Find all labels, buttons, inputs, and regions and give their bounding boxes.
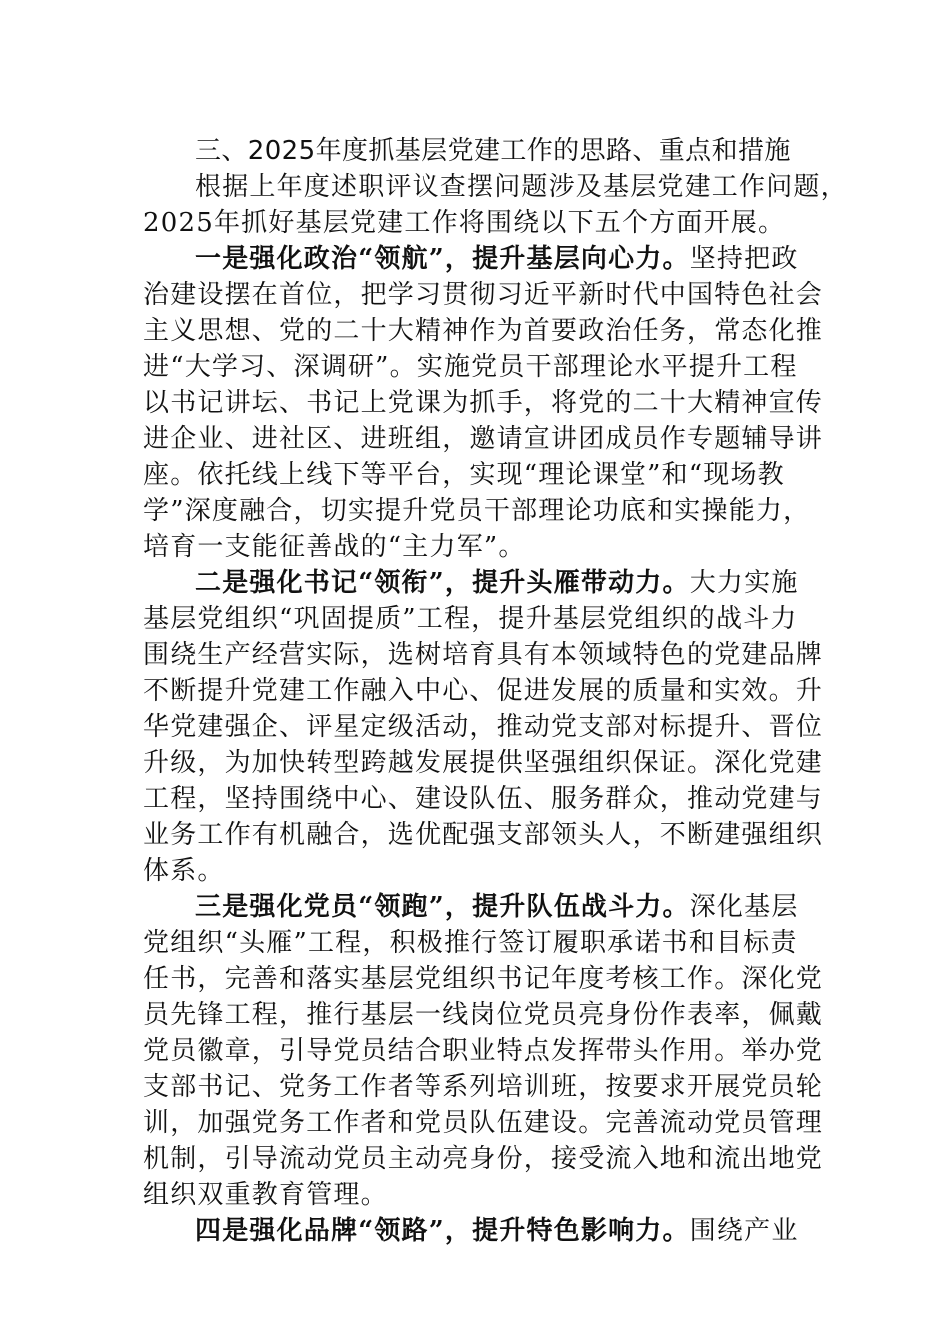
body-line: 进企业、进社区、进班组，邀请宣讲团成员作专题辅导讲 bbox=[143, 424, 824, 454]
section-heading: 三、2025年度抓基层党建工作的思路、重点和措施 bbox=[195, 136, 791, 166]
body-line: 不断提升党建工作融入中心、促进发展的质量和实效。升 bbox=[143, 676, 824, 706]
section-3-lead: 三是强化党员“领跑”，提升队伍战斗力。 bbox=[195, 892, 690, 922]
section-4-first-line bbox=[143, 1213, 810, 1249]
body-line: 训，加强党务工作者和党员队伍建设。完善流动党员管理 bbox=[143, 1108, 824, 1138]
body-line: 支部书记、党务工作者等系列培训班，按要求开展党员轮 bbox=[143, 1072, 824, 1102]
body-line: 业务工作有机融合，选优配强支部领头人，不断建强组织 bbox=[143, 820, 824, 850]
section-2-first-rest: 大力实施 bbox=[689, 568, 799, 598]
body-line: 以书记讲坛、书记上党课为抓手，将党的二十大精神宣传 bbox=[143, 388, 824, 418]
section-1-lead: 一是强化政治“领航”，提升基层向心力。 bbox=[195, 244, 690, 274]
section-4-first-rest: 围绕产业 bbox=[689, 1216, 799, 1246]
section-1-first-rest: 坚持把政 bbox=[689, 244, 799, 274]
body-line: 座。依托线上线下等平台，实现“理论课堂”和“现场教 bbox=[143, 460, 785, 490]
section-2-lead: 二是强化书记“领衔”，提升头雁带动力。 bbox=[195, 568, 690, 598]
section-3-first-rest: 深化基层 bbox=[689, 892, 799, 922]
body-line: 培育一支能征善战的“主力军”。 bbox=[143, 532, 526, 562]
section-4-lead: 四是强化品牌“领路”，提升特色影响力。 bbox=[195, 1216, 690, 1246]
section-1-first-line bbox=[143, 241, 810, 277]
body-line: 进“大学习、深调研”。实施党员干部理论水平提升工程 bbox=[143, 352, 798, 382]
body-line: 党员徽章，引导党员结合职业特点发挥带头作用。举办党 bbox=[143, 1036, 824, 1066]
body-line: 组织双重教育管理。 bbox=[143, 1180, 388, 1210]
document-body bbox=[143, 133, 848, 1249]
body-line: 任书，完善和落实基层党组织书记年度考核工作。深化党 bbox=[143, 964, 824, 994]
body-line: 工程，坚持围绕中心、建设队伍、服务群众，推动党建与 bbox=[143, 784, 824, 814]
body-line: 学”深度融合，切实提升党员干部理论功底和实操能力， bbox=[143, 496, 811, 526]
body-line: 升级，为加快转型跨越发展提供坚强组织保证。深化党建 bbox=[143, 748, 824, 778]
intro-line: 根据上年度述职评议查摆问题涉及基层党建工作问题， bbox=[195, 172, 848, 202]
body-line: 员先锋工程，推行基层一线岗位党员亮身份作表率，佩戴 bbox=[143, 1000, 824, 1030]
body-line: 基层党组织“巩固提质”工程，提升基层党组织的战斗力 bbox=[143, 604, 798, 634]
intro-line: 2025年抓好基层党建工作将围绕以下五个方面开展。 bbox=[143, 208, 786, 238]
body-line: 党组织“头雁”工程，积极推行签订履职承诺书和目标责 bbox=[143, 928, 798, 958]
body-line: 华党建强企、评星定级活动，推动党支部对标提升、晋位 bbox=[143, 712, 824, 742]
section-2-first-line bbox=[143, 565, 810, 601]
body-line: 体系。 bbox=[143, 856, 225, 886]
body-line: 机制，引导流动党员主动亮身份，接受流入地和流出地党 bbox=[143, 1144, 824, 1174]
body-line: 主义思想、党的二十大精神作为首要政治任务，常态化推 bbox=[143, 316, 824, 346]
body-line: 围绕生产经营实际，选树培育具有本领域特色的党建品牌 bbox=[143, 640, 824, 670]
body-line: 治建设摆在首位，把学习贯彻习近平新时代中国特色社会 bbox=[143, 280, 824, 310]
section-3-first-line bbox=[143, 889, 810, 925]
